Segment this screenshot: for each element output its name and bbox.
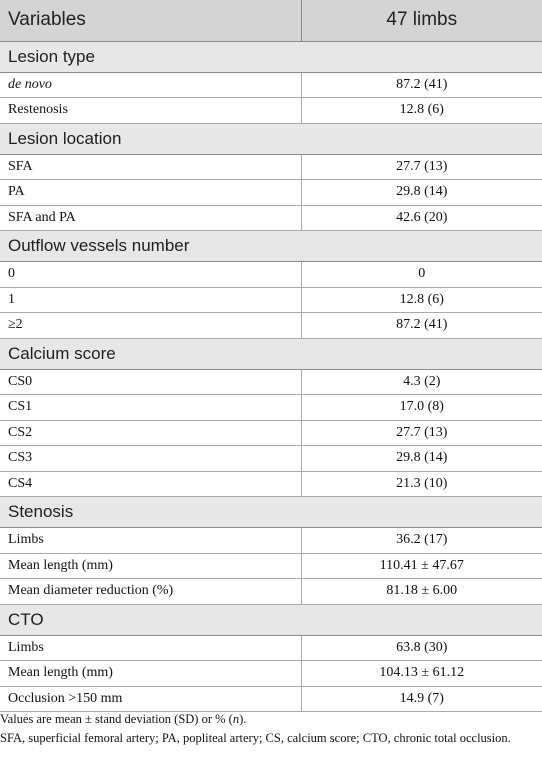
table-row	[0, 313, 542, 339]
table-row	[0, 579, 542, 605]
section-title: Lesion type	[0, 41, 542, 72]
row-value: 29.8 (14)	[301, 180, 542, 206]
row-value: 4.3 (2)	[301, 369, 542, 395]
table-row	[0, 446, 542, 472]
section-title: Calcium score	[0, 338, 542, 369]
row-label: Mean diameter reduction (%)	[0, 579, 301, 605]
row-label: PA	[0, 180, 301, 206]
row-value: 21.3 (10)	[301, 471, 542, 497]
row-value: 42.6 (20)	[301, 205, 542, 231]
table-row	[0, 154, 542, 180]
row-label: CS0	[0, 369, 301, 395]
table-row	[0, 661, 542, 687]
table-row	[0, 205, 542, 231]
row-value: 12.8 (6)	[301, 287, 542, 313]
section-header-lesion-location	[0, 123, 542, 154]
row-value: 12.8 (6)	[301, 98, 542, 124]
row-value: 81.18 ± 6.00	[301, 579, 542, 605]
row-value: 104.13 ± 61.12	[301, 661, 542, 687]
section-header-cto	[0, 604, 542, 635]
section-title: Lesion location	[0, 123, 542, 154]
table-row	[0, 395, 542, 421]
row-label: Occlusion >150 mm	[0, 686, 301, 712]
section-header-outflow-vessels	[0, 231, 542, 262]
footnote-values-prefix: Values are mean ± stand deviation (SD) or % (	[0, 712, 233, 726]
table-row	[0, 287, 542, 313]
table-row	[0, 471, 542, 497]
table-row	[0, 369, 542, 395]
table-header-row	[0, 0, 542, 41]
row-value: 87.2 (41)	[301, 313, 542, 339]
header-variables: Variables	[0, 0, 301, 41]
table-row	[0, 635, 542, 661]
row-value: 17.0 (8)	[301, 395, 542, 421]
table-row	[0, 553, 542, 579]
header-limbs: 47 limbs	[301, 0, 542, 41]
table-row	[0, 180, 542, 206]
row-label: ≥2	[0, 313, 301, 339]
section-header-lesion-type	[0, 41, 542, 72]
footnote-n: n	[232, 712, 240, 726]
row-value: 87.2 (41)	[301, 72, 542, 98]
row-label: SFA and PA	[0, 205, 301, 231]
section-header-calcium-score	[0, 338, 542, 369]
table-row	[0, 528, 542, 554]
row-label: Mean length (mm)	[0, 661, 301, 687]
row-label: de novo	[0, 72, 301, 98]
row-label: Limbs	[0, 635, 301, 661]
row-value: 110.41 ± 47.67	[301, 553, 542, 579]
table-row	[0, 686, 542, 712]
row-label: Restenosis	[0, 98, 301, 124]
table-row	[0, 420, 542, 446]
row-label: Mean length (mm)	[0, 553, 301, 579]
row-value: 14.9 (7)	[301, 686, 542, 712]
row-label: CS3	[0, 446, 301, 472]
table-row	[0, 72, 542, 98]
footnote-abbreviations: SFA, superficial femoral artery; PA, popliteal artery; CS, calcium score; CTO, chronic total occlusion.	[0, 731, 511, 745]
footnote-values-suffix: ).	[239, 712, 247, 726]
row-label: 1	[0, 287, 301, 313]
row-label: CS4	[0, 471, 301, 497]
table-row	[0, 98, 542, 124]
row-value: 27.7 (13)	[301, 420, 542, 446]
section-header-stenosis	[0, 497, 542, 528]
row-label: Limbs	[0, 528, 301, 554]
row-value: 0	[301, 262, 542, 288]
row-label: CS2	[0, 420, 301, 446]
table-row	[0, 262, 542, 288]
row-label: CS1	[0, 395, 301, 421]
row-label: 0	[0, 262, 301, 288]
row-value: 27.7 (13)	[301, 154, 542, 180]
row-value: 29.8 (14)	[301, 446, 542, 472]
row-value: 63.8 (30)	[301, 635, 542, 661]
section-title: Outflow vessels number	[0, 231, 542, 262]
footnote-values	[0, 710, 542, 729]
section-title: CTO	[0, 604, 542, 635]
row-value: 36.2 (17)	[301, 528, 542, 554]
section-title: Stenosis	[0, 497, 542, 528]
row-label: SFA	[0, 154, 301, 180]
